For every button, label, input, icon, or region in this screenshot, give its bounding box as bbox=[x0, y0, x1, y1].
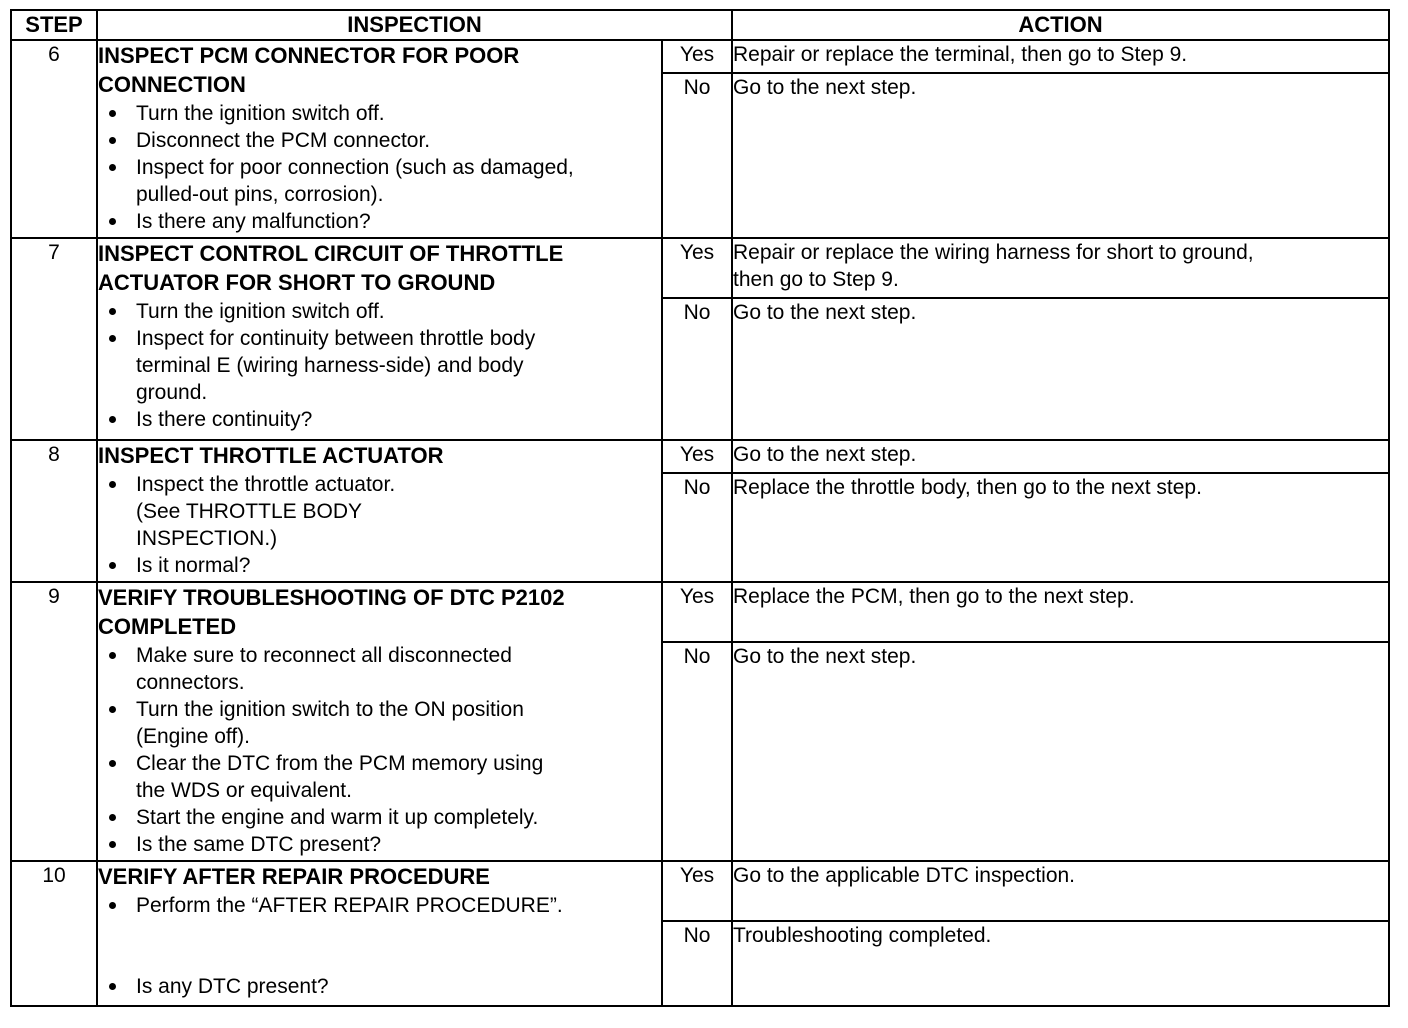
action-line: then go to Step 9. bbox=[733, 268, 899, 291]
inspection-title-line: COMPLETED bbox=[98, 614, 237, 639]
step-number: 10 bbox=[11, 861, 97, 1006]
bullet-item bbox=[136, 325, 661, 406]
bullet-line: Inspect the throttle actuator. bbox=[136, 473, 396, 496]
action-line: Replace the PCM, then go to the next step. bbox=[733, 585, 1135, 608]
bullet-line: Make sure to reconnect all disconnected bbox=[136, 644, 512, 667]
action-line: Troubleshooting completed. bbox=[733, 924, 992, 947]
no-label: No bbox=[662, 73, 732, 238]
bullet-line: terminal E (wiring harness-side) and body bbox=[136, 354, 524, 377]
bullet-item bbox=[136, 973, 661, 1000]
inspection-title-line: INSPECT THROTTLE ACTUATOR bbox=[98, 443, 444, 468]
inspection-bullets bbox=[98, 892, 661, 1000]
yes-label: Yes bbox=[662, 582, 732, 642]
bullet-line: the WDS or equivalent. bbox=[136, 779, 352, 802]
inspection-title-line: VERIFY AFTER REPAIR PROCEDURE bbox=[98, 864, 490, 889]
action-header: ACTION bbox=[732, 10, 1389, 40]
bullet-line: Clear the DTC from the PCM memory using bbox=[136, 752, 544, 775]
yes-action bbox=[732, 861, 1389, 921]
yes-action bbox=[732, 582, 1389, 642]
bullet-line: (Engine off). bbox=[136, 725, 251, 748]
header-row bbox=[11, 10, 1389, 40]
bullet-item bbox=[136, 127, 661, 154]
no-label: No bbox=[662, 921, 732, 1006]
inspection-cell bbox=[97, 40, 662, 238]
yes-action bbox=[732, 40, 1389, 73]
action-line: Go to the next step. bbox=[733, 301, 917, 324]
bullet-line: Is the same DTC present? bbox=[136, 833, 382, 856]
inspection-title-line: CONNECTION bbox=[98, 72, 246, 97]
bullet-item bbox=[136, 100, 661, 127]
inspection-cell bbox=[97, 582, 662, 861]
action-line: Repair or replace the wiring harness for short to ground, bbox=[733, 241, 1254, 264]
bullet-item bbox=[136, 696, 661, 750]
inspection-title bbox=[98, 862, 661, 891]
step-number: 8 bbox=[11, 440, 97, 582]
no-label: No bbox=[662, 642, 732, 861]
no-action bbox=[732, 298, 1389, 440]
inspection-title-line: INSPECT PCM CONNECTOR FOR POOR bbox=[98, 43, 520, 68]
troubleshooting-table bbox=[10, 9, 1390, 1007]
inspection-title-line: INSPECT CONTROL CIRCUIT OF THROTTLE bbox=[98, 241, 564, 266]
bullet-item bbox=[136, 208, 661, 235]
bullet-line: Perform the “AFTER REPAIR PROCEDURE”. bbox=[136, 894, 563, 917]
step-row-8-yes bbox=[11, 440, 1389, 473]
step-row-10-yes bbox=[11, 861, 1389, 921]
inspection-title-line: ACTUATOR FOR SHORT TO GROUND bbox=[98, 270, 496, 295]
inspection-cell bbox=[97, 238, 662, 440]
no-action bbox=[732, 473, 1389, 582]
bullet-line: Disconnect the PCM connector. bbox=[136, 129, 431, 152]
bullet-item bbox=[136, 406, 661, 433]
bullet-item bbox=[136, 471, 661, 552]
yes-label: Yes bbox=[662, 861, 732, 921]
action-line: Replace the throttle body, then go to the next step. bbox=[733, 476, 1202, 499]
bullet-line: Is any DTC present? bbox=[136, 975, 329, 998]
inspection-bullets bbox=[98, 471, 661, 579]
bullet-item bbox=[136, 298, 661, 325]
bullet-line: Turn the ignition switch off. bbox=[136, 300, 385, 323]
step-header: STEP bbox=[11, 10, 97, 40]
yes-label: Yes bbox=[662, 40, 732, 73]
bullet-item bbox=[136, 552, 661, 579]
inspection-bullets bbox=[98, 298, 661, 433]
inspection-title bbox=[98, 583, 661, 641]
bullet-item bbox=[136, 831, 661, 858]
action-line: Go to the applicable DTC inspection. bbox=[733, 864, 1076, 887]
inspection-title bbox=[98, 441, 661, 470]
bullet-item bbox=[136, 154, 661, 208]
step-number: 7 bbox=[11, 238, 97, 440]
inspection-header: INSPECTION bbox=[97, 10, 732, 40]
no-action bbox=[732, 642, 1389, 861]
no-action bbox=[732, 73, 1389, 238]
bullet-line: Inspect for poor connection (such as damaged, bbox=[136, 156, 574, 179]
bullet-line: Start the engine and warm it up completely. bbox=[136, 806, 539, 829]
yes-label: Yes bbox=[662, 440, 732, 473]
no-label: No bbox=[662, 298, 732, 440]
bullet-item bbox=[136, 750, 661, 804]
inspection-title bbox=[98, 239, 661, 297]
bullet-line: Is there continuity? bbox=[136, 408, 313, 431]
bullet-item bbox=[136, 892, 661, 919]
bullet-line: connectors. bbox=[136, 671, 245, 694]
step-number: 9 bbox=[11, 582, 97, 861]
bullet-line: Turn the ignition switch to the ON position bbox=[136, 698, 524, 721]
bullet-line: Turn the ignition switch off. bbox=[136, 102, 385, 125]
step-row-9-yes bbox=[11, 582, 1389, 642]
step-number: 6 bbox=[11, 40, 97, 238]
bullet-item bbox=[136, 642, 661, 696]
action-line: Repair or replace the terminal, then go to Step 9. bbox=[733, 43, 1188, 66]
bullet-line: INSPECTION.) bbox=[136, 527, 278, 550]
yes-action bbox=[732, 238, 1389, 298]
no-action bbox=[732, 921, 1389, 1006]
no-label: No bbox=[662, 473, 732, 582]
bullet-item bbox=[136, 804, 661, 831]
action-line: Go to the next step. bbox=[733, 443, 917, 466]
bullet-line: Is there any malfunction? bbox=[136, 210, 371, 233]
action-line: Go to the next step. bbox=[733, 645, 917, 668]
inspection-cell bbox=[97, 440, 662, 582]
step-row-6-yes bbox=[11, 40, 1389, 73]
bullet-line: ground. bbox=[136, 381, 208, 404]
action-line: Go to the next step. bbox=[733, 76, 917, 99]
bullet-line: pulled-out pins, corrosion). bbox=[136, 183, 384, 206]
bullet-line: Is it normal? bbox=[136, 554, 251, 577]
inspection-bullets bbox=[98, 100, 661, 235]
inspection-title-line: VERIFY TROUBLESHOOTING OF DTC P2102 bbox=[98, 585, 565, 610]
bullet-line: Inspect for continuity between throttle body bbox=[136, 327, 536, 350]
bullet-line: (See THROTTLE BODY bbox=[136, 500, 362, 523]
inspection-title bbox=[98, 41, 661, 99]
inspection-cell bbox=[97, 861, 662, 1006]
step-row-7-yes bbox=[11, 238, 1389, 298]
inspection-bullets bbox=[98, 642, 661, 858]
yes-label: Yes bbox=[662, 238, 732, 298]
yes-action bbox=[732, 440, 1389, 473]
